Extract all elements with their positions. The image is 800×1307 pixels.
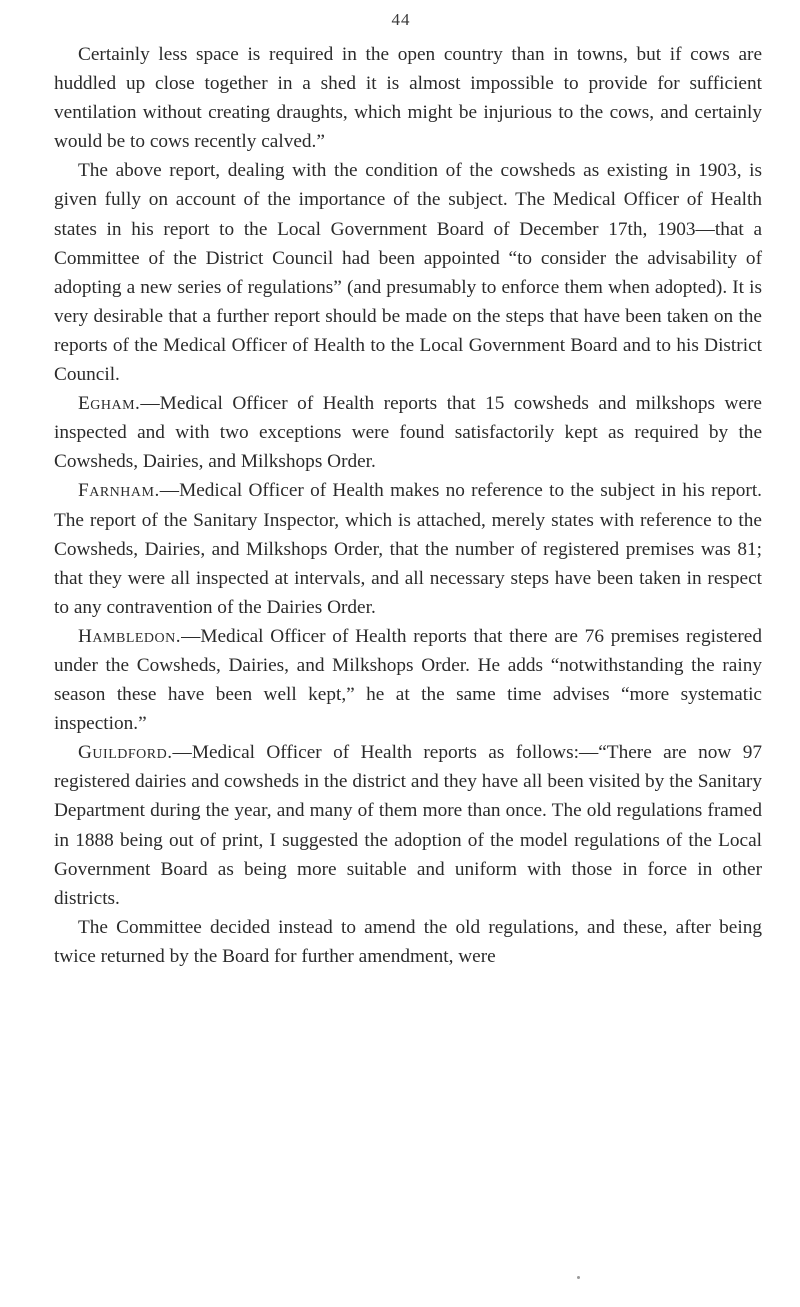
paragraph-guildford [54, 738, 762, 913]
paragraph-report-commentary [54, 156, 762, 389]
paragraph-text: Certainly less space is required in the open country than in towns, but if cows are huddled up close together in a shed it is almost impossible to provide for sufficient ventilation without creating draughts, which might be injurious to the cows, and certainly would be to cows recently calved.” [54, 44, 762, 153]
paragraph-text: —Medical Officer of Health reports that there are 76 premises registered under the Cowsheds, Dairies, and Milkshops Order. He adds “notwithstanding the rainy season these have been well kept,” he at the same time advises “more systematic inspection.” [54, 625, 762, 735]
paragraph-farnham [54, 476, 762, 621]
paragraph-text: —Medical Officer of Health reports as follows:—“There are now 97 registered dairies and cowsheds in the district and they have all been visited by the Sanitary Department during the year, and many of them more than once. The old regulations framed in 1888 being out of print, I suggested the adoption of the model regulations of the Local Government Board as being more suitable and uniform with those in force in other districts. [54, 742, 762, 909]
paragraph-text: The above report, dealing with the condition of the cowsheds as existing in 1903, is given fully on account of the importance of the subject. The Medical Officer of Health states in his report to the Local Government Board of December 17th, 1903—that a Committee of the District Council had been appointed “to consider the advisability of adopting a new series of regulations” (and presumably to enforce them when adopted). It is very desirable that a further report should be made on the steps that have been taken on the reports of the Medical Officer of Health to the Local Government Board and to his District Council. [54, 160, 762, 386]
district-heading-farnham: Farnham. [78, 480, 160, 502]
paragraph-text: The Committee decided instead to amend the old regulations, and these, after being twice returned by the Board for further amendment, were [54, 916, 762, 967]
paper-speck [577, 1276, 580, 1279]
paragraph-text: —Medical Officer of Health reports that 15 cowsheds and milkshops were inspected and with two exceptions were found satisfactorily kept as required by the Cowsheds, Dairies, and Milkshops Order. [54, 393, 762, 473]
paragraph-hambledon [54, 622, 762, 738]
page-number: 44 [391, 10, 411, 29]
district-heading-egham: Egham. [78, 393, 141, 415]
district-heading-guildford: Guildford. [78, 742, 173, 764]
body-text [54, 40, 762, 971]
paragraph-egham [54, 389, 762, 476]
paragraph-text: —Medical Officer of Health makes no reference to the subject in his report. The report of the Sanitary Inspector, which is attached, merely states with reference to the Cowsheds, Dairies, and Milkshops Order, that the number of registered premises was 81; that they were all inspected at intervals, and all necessary steps have been taken in respect to any contravention of the Dairies Order. [54, 480, 762, 618]
paragraph-cowshed-report-conclusion [54, 40, 762, 156]
district-heading-hambledon: Hambledon. [78, 625, 182, 647]
paragraph-committee-decision [54, 913, 762, 971]
